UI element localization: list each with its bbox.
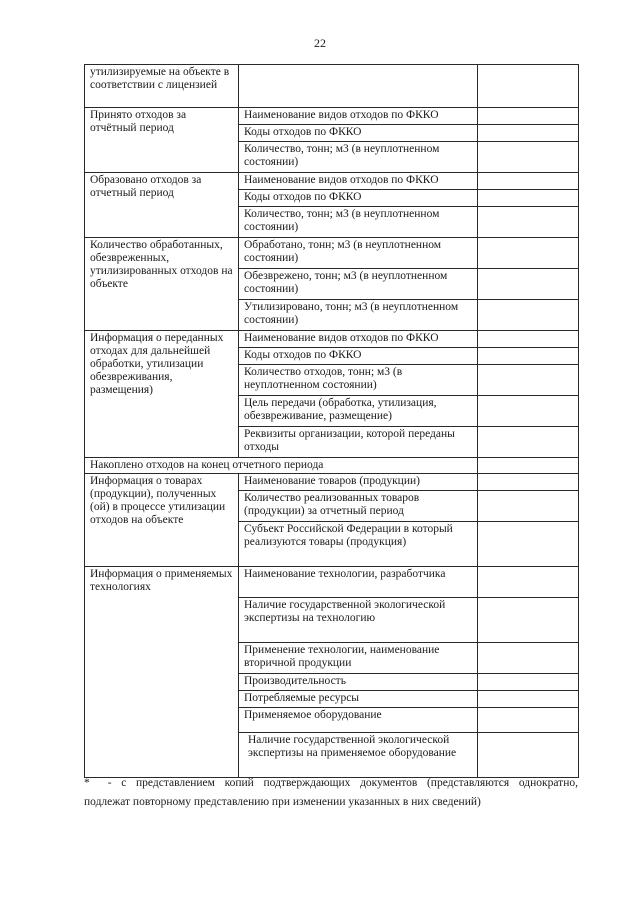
value-cell — [478, 238, 579, 269]
value-cell — [478, 691, 579, 708]
item-label: Коды отходов по ФККО — [239, 190, 478, 207]
item-label: Количество, тонн; м3 (в неуплотненном состоянии) — [239, 142, 478, 173]
value-cell — [478, 643, 579, 674]
value-cell — [478, 207, 579, 238]
table-row — [85, 65, 579, 108]
waste-report-table — [84, 64, 579, 778]
value-cell — [478, 348, 579, 365]
table-row — [85, 458, 579, 474]
table-row — [85, 567, 579, 598]
item-label: Наименование видов отходов по ФККО — [239, 331, 478, 348]
item-label: Коды отходов по ФККО — [239, 125, 478, 142]
value-cell — [478, 173, 579, 190]
group-label: Образовано отходов за отчетный период — [85, 173, 239, 238]
group-label: Принято отходов за отчётный период — [85, 108, 239, 173]
value-cell — [478, 269, 579, 300]
item-label: Производительность — [239, 674, 478, 691]
item-label: Обезврежено, тонн; м3 (в неуплотненном состоянии) — [239, 269, 478, 300]
group-label: Информация о переданных отходах для дальнейшей обработки, утилизации обезвреживания, размещения) — [85, 331, 239, 458]
value-cell — [478, 125, 579, 142]
page-number: 22 — [314, 36, 326, 50]
value-cell — [478, 674, 579, 691]
item-label: Количество реализованных товаров (продукции) за отчетный период — [239, 491, 478, 522]
footnote-text: - с представлением копий подтверждающих документов (представляются однократно, подлежат повторному представлению при изменении указанных в них сведений) — [84, 777, 578, 808]
table-row — [85, 238, 579, 269]
item-label: Наименование видов отходов по ФККО — [239, 173, 478, 190]
footnote-marker: * — [84, 777, 90, 789]
value-cell — [478, 142, 579, 173]
value-cell — [478, 522, 579, 567]
value-cell — [478, 491, 579, 522]
value-cell — [478, 331, 579, 348]
item-label: Количество, тонн; м3 (в неуплотненном состоянии) — [239, 207, 478, 238]
value-cell — [478, 733, 579, 778]
value-cell — [478, 396, 579, 427]
value-cell — [478, 190, 579, 207]
item-label: Цель передачи (обработка, утилизация, обезвреживание, размещение) — [239, 396, 478, 427]
item-label: Наименование видов отходов по ФККО — [239, 108, 478, 125]
item-label: Обработано, тонн; м3 (в неуплотненном состоянии) — [239, 238, 478, 269]
value-cell — [478, 108, 579, 125]
item-label: Наличие государственной экологической экспертизы на технологию — [239, 598, 478, 643]
item-label: Наименование технологии, разработчика — [239, 567, 478, 598]
value-cell — [478, 300, 579, 331]
row-label: утилизируемые на объекте в соответствии с лицензией — [85, 65, 239, 108]
item-label: Потребляемые ресурсы — [239, 691, 478, 708]
group-label: Информация о товарах (продукции), полученных (ой) в процессе утилизации отходов на объекте — [85, 474, 239, 567]
accumulated-label: Накоплено отходов на конец отчетного периода — [85, 458, 478, 474]
item-label: Субъект Российской Федерации в который реализуются товары (продукция) — [239, 522, 478, 567]
group-label: Информация о применяемых технологиях — [85, 567, 239, 778]
value-cell — [478, 65, 579, 108]
item-label: Коды отходов по ФККО — [239, 348, 478, 365]
item-label: Количество отходов, тонн; м3 (в неуплотненном состоянии) — [239, 365, 478, 396]
group-label: Количество обработанных, обезвреженных, утилизированных отходов на объекте — [85, 238, 239, 331]
value-cell — [478, 474, 579, 491]
value-cell — [478, 365, 579, 396]
item-label: Реквизиты организации, которой переданы отходы — [239, 427, 478, 458]
table-row — [85, 173, 579, 190]
value-cell — [478, 427, 579, 458]
item-label: Наименование товаров (продукции) — [239, 474, 478, 491]
footnote — [84, 774, 578, 812]
value-cell — [239, 65, 478, 108]
item-label: Наличие государственной экологической экспертизы на применяемое оборудование — [239, 733, 478, 778]
value-cell — [478, 567, 579, 598]
table-row — [85, 331, 579, 348]
item-label: Утилизировано, тонн; м3 (в неуплотненном состоянии) — [239, 300, 478, 331]
item-label: Применяемое оборудование — [239, 708, 478, 733]
value-cell — [478, 458, 579, 474]
table-row — [85, 474, 579, 491]
value-cell — [478, 598, 579, 643]
value-cell — [478, 708, 579, 733]
item-label: Применение технологии, наименование вторичной продукции — [239, 643, 478, 674]
table-row — [85, 108, 579, 125]
